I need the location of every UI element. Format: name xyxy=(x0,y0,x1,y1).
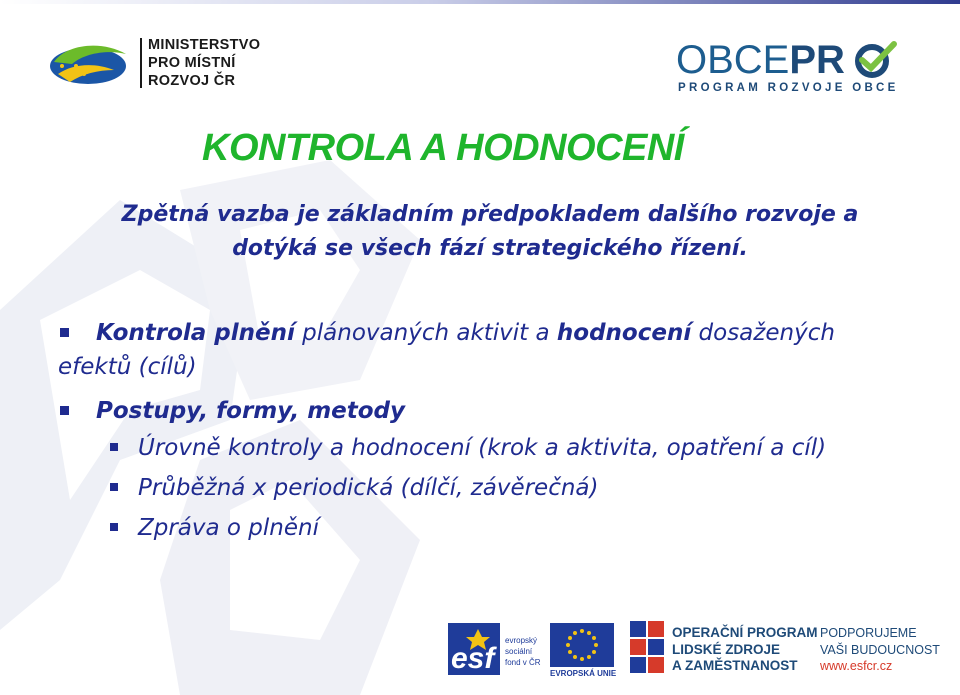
ministry-logo-separator xyxy=(140,38,142,88)
square-bullet-icon xyxy=(110,523,118,531)
sub-bullet-text: Úrovně kontroly a hodnocení (krok a aktivita, opatření a cíl) xyxy=(138,435,827,461)
eu-logo xyxy=(550,623,617,681)
op-line: OPERAČNÍ PROGRAM xyxy=(672,625,818,640)
eu-flag-icon xyxy=(550,623,614,667)
sub-bullet-text: Průběžná x periodická (dílčí, závěrečná) xyxy=(138,475,599,501)
slide-title: KONTROLA A HODNOCENÍ xyxy=(202,127,684,169)
esf-text-line: evropský xyxy=(505,636,538,645)
esf-text-line: fond v ČR xyxy=(505,658,541,667)
sub-bullet-item xyxy=(58,468,938,508)
bullet-bold-text: hodnocení xyxy=(556,320,692,346)
sub-bullet-item xyxy=(58,508,938,548)
support-url: www.esfcr.cz xyxy=(820,659,893,673)
ministry-line: ROZVOJ ČR xyxy=(148,73,236,89)
ministry-line: PRO MÍSTNÍ xyxy=(148,55,236,71)
bullet-item xyxy=(58,394,938,428)
obcepro-wordmark xyxy=(676,38,845,82)
support-line: VAŠI BUDOUCNOST xyxy=(820,642,940,657)
op-line: A ZAMĚSTNANOST xyxy=(672,658,798,673)
obcepro-logo xyxy=(676,38,899,98)
intro-text xyxy=(60,198,920,266)
bullet-text: plánovaných aktivit a xyxy=(294,320,557,346)
square-bullet-icon xyxy=(110,483,118,491)
intro-line: dotýká se všech fází strategického řízení. xyxy=(232,236,748,261)
intro-line: Zpětná vazba je základním předpokladem dalšího rozvoje a xyxy=(121,202,859,227)
bullet-item xyxy=(58,316,938,384)
bullet-text: dosažených xyxy=(691,320,835,346)
op-name xyxy=(672,625,818,675)
checkmark-o-icon xyxy=(854,40,898,80)
sub-bullet-text: Zpráva o plnění xyxy=(138,515,319,541)
op-lzz-icon xyxy=(630,621,664,677)
support-text xyxy=(820,625,940,675)
esf-text-line: sociální xyxy=(505,647,533,656)
sub-bullet-item xyxy=(58,428,938,468)
esf-logo xyxy=(448,623,548,675)
eu-label: EVROPSKÁ UNIE xyxy=(550,669,617,678)
top-accent-bar xyxy=(0,0,960,4)
ministry-logo xyxy=(48,36,278,94)
bullet-line xyxy=(96,316,938,350)
square-bullet-icon xyxy=(60,406,69,415)
ministry-name xyxy=(148,36,260,90)
pro-part: PR xyxy=(789,38,845,82)
bullet-list xyxy=(58,316,938,548)
footer-logos xyxy=(0,615,960,680)
obcepro-tagline: PROGRAM ROZVOJE OBCE xyxy=(678,82,899,94)
support-line: PODPORUJEME xyxy=(820,626,917,640)
bullet-line: efektů (cílů) xyxy=(58,354,197,380)
op-line: LIDSKÉ ZDROJE xyxy=(672,641,781,657)
square-bullet-icon xyxy=(60,328,69,337)
bullet-text: Postupy, formy, metody xyxy=(96,398,406,424)
ministry-emblem-icon xyxy=(48,40,130,88)
obce-part: OBCE xyxy=(676,38,790,82)
svg-text:esf: esf xyxy=(451,642,495,675)
ministry-line: MINISTERSTVO xyxy=(148,37,261,53)
bullet-bold-text: Kontrola plnění xyxy=(96,320,295,346)
square-bullet-icon xyxy=(110,443,118,451)
